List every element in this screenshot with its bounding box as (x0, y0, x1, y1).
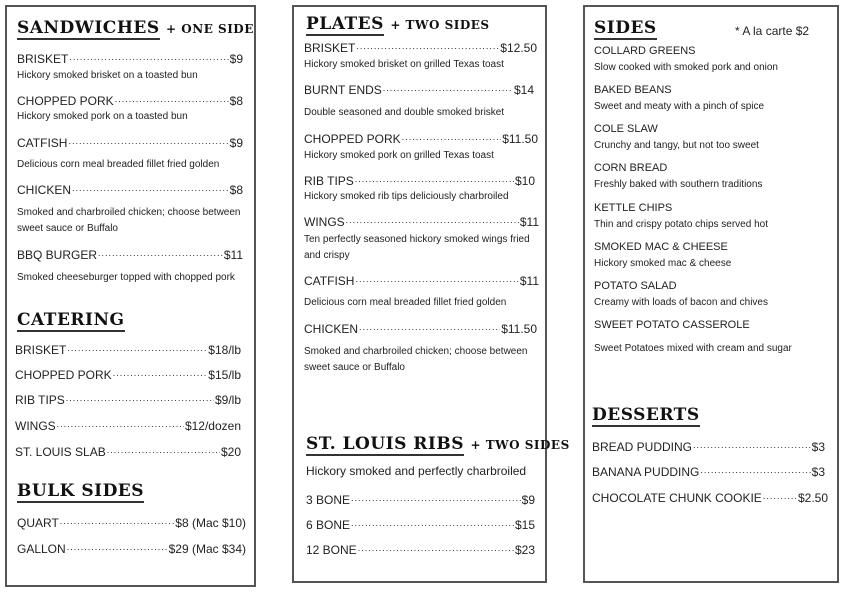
item-price: $20 (220, 445, 241, 459)
plate-item (304, 320, 537, 336)
side-name: SMOKED MAC & CHEESE (594, 241, 728, 253)
sides-title: SIDES (594, 18, 657, 38)
item-name: QUART (17, 516, 59, 530)
plate-item (304, 39, 537, 55)
item-name: 3 BONE (306, 493, 351, 507)
item-description: Double seasoned and double smoked brisket (304, 107, 505, 118)
item-price: $11 (519, 215, 539, 229)
item-price: $8 (229, 183, 243, 197)
sandwiches-title: SANDWICHES (17, 18, 160, 38)
side-name: COLE SLAW (594, 123, 658, 135)
catering-item (15, 341, 241, 357)
side-description: Hickory smoked mac & cheese (594, 258, 732, 269)
catering-item (15, 366, 241, 382)
item-name: CHOPPED PORK (15, 368, 112, 382)
side-description: Slow cooked with smoked pork and onion (594, 62, 778, 73)
item-description: Hickory smoked brisket on a toasted bun (17, 70, 198, 81)
side-name: CORN BREAD (594, 162, 668, 174)
sandwich-item (17, 246, 243, 262)
plates-suffix: + TWO SIDES (390, 18, 490, 32)
item-price: $15 (514, 518, 535, 532)
item-price: $2.50 (797, 491, 828, 505)
item-name: 12 BONE (306, 543, 357, 557)
bulk-sides-title: BULK SIDES (17, 481, 145, 501)
side-description: Thin and crispy potato chips served hot (594, 219, 768, 230)
side-name: POTATO SALAD (594, 280, 677, 292)
side-description: Crunchy and tangy, but not too sweet (594, 140, 759, 151)
item-name: WINGS (15, 419, 56, 433)
menu-panel-right (583, 5, 839, 583)
bulk-side-item (17, 514, 246, 530)
ribs-suffix: + TWO SIDES (470, 438, 570, 452)
item-name: BRISKET (17, 52, 69, 66)
item-description: Ten perfectly seasoned hickory smoked wings fried and crispy (304, 234, 530, 261)
dessert-item (592, 463, 825, 479)
sandwich-item (17, 181, 243, 197)
ribs-description: Hickory smoked and perfectly charbroiled (306, 464, 527, 478)
item-description: Delicious corn meal breaded fillet fried golden (304, 297, 507, 308)
plate-item (304, 130, 538, 146)
side-name: SWEET POTATO CASSEROLE (594, 319, 750, 331)
item-name: RIB TIPS (304, 174, 354, 188)
ribs-item (306, 541, 535, 557)
item-description: Smoked and charbroiled chicken; choose between sweet sauce or Buffalo (17, 207, 241, 234)
item-price: $29 (Mac $34) (168, 542, 246, 556)
menu-panel-middle (292, 5, 570, 583)
item-price: $9 (521, 493, 535, 507)
sides-heading (594, 18, 657, 38)
a-la-carte-note: * A la carte $2 (735, 24, 810, 38)
ribs-title: ST. LOUIS RIBS (306, 434, 465, 454)
item-name: BURNT ENDS (304, 83, 382, 97)
plate-item (304, 272, 539, 288)
item-name: BREAD PUDDING (592, 440, 693, 454)
catering-item (15, 443, 241, 459)
item-description: Smoked cheeseburger topped with chopped pork (17, 272, 235, 283)
item-name: CATFISH (304, 274, 355, 288)
catering-item (15, 391, 241, 407)
item-name: GALLON (17, 542, 66, 556)
side-description: Freshly baked with southern traditions (594, 179, 763, 190)
item-name: BBQ BURGER (17, 248, 98, 262)
item-price: $15/lb (208, 368, 241, 382)
item-name: ST. LOUIS SLAB (15, 445, 106, 459)
ribs-item (306, 516, 535, 532)
item-name: CHOCOLATE CHUNK COOKIE (592, 491, 762, 505)
ribs-heading (306, 434, 570, 454)
item-price: $3 (811, 440, 825, 454)
plates-title: PLATES (306, 14, 384, 34)
item-price: $10 (514, 174, 535, 188)
bulk-sides-heading (17, 481, 144, 501)
menu-panel-left (5, 5, 256, 587)
item-name: CHICKEN (17, 183, 72, 197)
plates-heading (306, 14, 490, 34)
item-description: Hickory smoked pork on a toasted bun (17, 111, 188, 122)
plate-item (304, 172, 535, 188)
sandwich-item (17, 134, 243, 150)
item-description: Hickory smoked rib tips deliciously charbroiled (304, 191, 509, 202)
item-description: Hickory smoked pork on grilled Texas toast (304, 150, 494, 161)
ribs-item (306, 491, 535, 507)
item-price: $12.50 (500, 41, 537, 55)
item-price: $11.50 (501, 322, 537, 336)
item-price: $3 (811, 465, 825, 479)
item-price: $11.50 (502, 132, 538, 146)
bulk-side-item (17, 540, 246, 556)
item-price: $8 (Mac $10) (175, 516, 246, 530)
side-description: Sweet Potatoes mixed with cream and sugar (594, 343, 792, 354)
desserts-title: DESSERTS (592, 405, 700, 425)
side-name: COLLARD GREENS (594, 45, 696, 57)
catering-item (15, 417, 241, 433)
plate-item (304, 213, 539, 229)
catering-title: CATERING (17, 310, 125, 330)
item-price: $14 (513, 83, 534, 97)
item-description: Smoked and charbroiled chicken; choose between sweet sauce or Buffalo (304, 346, 528, 373)
item-name: WINGS (304, 215, 345, 229)
item-description: Delicious corn meal breaded fillet fried golden (17, 159, 220, 170)
item-price: $12/dozen (184, 419, 241, 433)
item-name: 6 BONE (306, 518, 351, 532)
item-price: $23 (514, 543, 535, 557)
item-name: CATFISH (17, 136, 68, 150)
item-description: Hickory smoked brisket on grilled Texas toast (304, 59, 504, 70)
item-price: $9 (229, 52, 243, 66)
sandwiches-suffix: + ONE SIDE (166, 22, 254, 36)
dessert-item (592, 489, 828, 505)
side-description: Creamy with loads of bacon and chives (594, 297, 768, 308)
item-price: $8 (229, 94, 243, 108)
item-price: $11 (519, 274, 539, 288)
side-name: BAKED BEANS (594, 84, 672, 96)
sandwich-item (17, 92, 243, 108)
item-name: CHICKEN (304, 322, 359, 336)
sandwiches-heading (17, 18, 254, 38)
item-price: $18/lb (208, 343, 241, 357)
item-name: BANANA PUDDING (592, 465, 700, 479)
item-name: RIB TIPS (15, 393, 65, 407)
item-name: CHOPPED PORK (304, 132, 401, 146)
catering-heading (17, 310, 125, 330)
side-description: Sweet and meaty with a pinch of spice (594, 101, 765, 112)
item-name: BRISKET (304, 41, 356, 55)
sandwich-item (17, 50, 243, 66)
desserts-heading (592, 405, 700, 425)
dessert-item (592, 438, 825, 454)
plate-item (304, 81, 534, 97)
side-name: KETTLE CHIPS (594, 202, 673, 214)
item-price: $9 (229, 136, 243, 150)
item-price: $11 (223, 248, 243, 262)
item-name: CHOPPED PORK (17, 94, 114, 108)
item-name: BRISKET (15, 343, 67, 357)
item-price: $9/lb (214, 393, 241, 407)
